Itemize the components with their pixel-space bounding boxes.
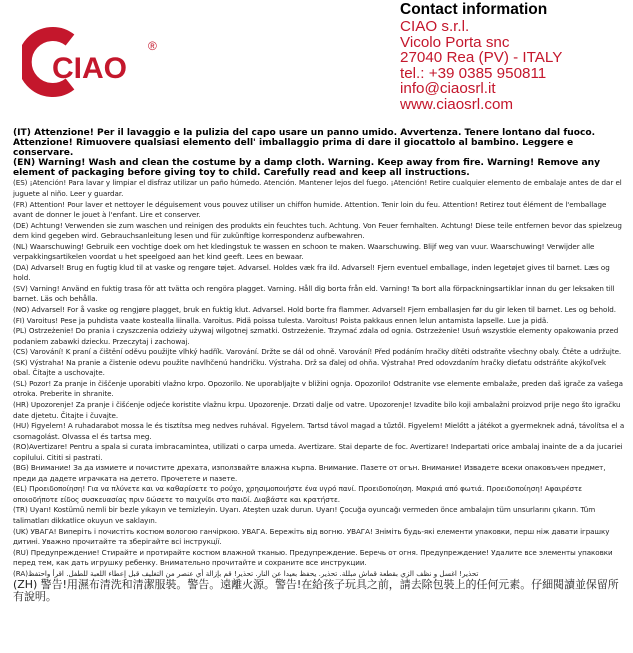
warning-el: (EL) Προειδοποίηση! Για να πλύνετε και να καθαρίσετε το ρούχο, χρησιμοποιήστε ένα υγρό πανί. Προειδοποίηση. Μακριά από φωτιά. Προειδοποίηση! Αφαιρέστε οποιοδήποτε είδος συσκευασίας πριν δώσετε το παιχνίδι στο παιδί. Διαβάστε και κρατήστε. xyxy=(13,484,583,504)
street-address: Vicolo Porta snc xyxy=(400,33,510,51)
warning-sl: (SL) Pozor! Za pranje in čiščenje uporabiti vlažno krpo. Opozorilo. Ne uporabljajte v bližini ognja. Opozorilo! Odstranite vse elemente embalaže, preden daš igrače za vašega otroka. Preberite in shranite. xyxy=(13,378,623,399)
warning-es: (ES) ¡Atención! Para lavar y limpiar el disfraz utilizar un paño húmedo. Atención. Mantener lejos del fuego. ¡Atención! Retire cualquier elemento de embalaje antes de dar el juguete al niño. Leer y guardar. xyxy=(13,178,622,199)
warning-ro: (RO)Avertizare! Pentru a spala si curata imbracamintea, utilizati o carpa umeda. Avertizare. Stai departe de foc. Avertizare! Indepartati orice ambalaj inainte de a da jucariei copilului. Cititi si pastrati. xyxy=(13,442,623,462)
warning-zh: (ZH) 警告!用濕布清洗和清潔服裝。警告。遠離火源。警告!在給孩子玩具之前，請去除包裝上的任何元素。仔細閱讀並保留所有說明。 xyxy=(13,578,619,603)
warning-de: (DE) Achtung! Verwenden sie zum waschen und reinigen des produkts ein feuchtes tuch. Achtung. Von Feuer fernhalten. Achtung! Diese teile entfernen bevor das spielzeug dem kind gegeben wird. Gebrauchsanleitung lesen und für zukünftige korrespondenz aufbewahren. xyxy=(13,220,622,241)
registered-mark: ® xyxy=(148,39,157,53)
website-url[interactable]: www.ciaosrl.com xyxy=(400,95,514,113)
logo-text: CIAO xyxy=(52,52,127,85)
company-name: CIAO s.r.l. xyxy=(400,18,470,35)
warning-ru: (RU) Предупреждение! Стирайте и протирайте костюм влажной тканью. Предупреждение. Беречь от огня. Предупреждение! Удалите все элементы упаковки перед тем, как дать игрушку ребенку. Внимательно прочитайте и сохраните все инструкции. xyxy=(13,547,613,568)
warning-cs: (CS) Varování! K praní a čištění oděvu použijte vlhký hadřík. Varování. Držte se dál od ohně. Varování! Před podáním hračky dítěti odstraňte všechny obaly. Čtěte a udržujte. xyxy=(13,347,622,357)
city-address: 27040 Rea (PV) - ITALY xyxy=(400,49,563,67)
warning-sv: (SV) Varning! Använd en fuktig trasa för att tvätta och rengöra plagget. Varning. Håll dig borta från eld. Varning! Ta bort alla förpackningsartiklar innan du ger leksaken till barnet. Läs och behålla. xyxy=(13,283,615,304)
warnings-text xyxy=(13,128,625,602)
contact-block xyxy=(400,0,630,113)
warning-no: (NO) Advarsel! For å vaske og rengjøre plagget, bruk en fuktig klut. Advarsel. Hold borte fra flammer. Advarsel! Fjern emballasjen før du gir leken til barnet. Les og behold. xyxy=(13,305,616,315)
warning-pl: (PL) Ostrzeżenie! Do prania i czyszczenia odzieży używaj wilgotnej szmatki. Ostrzeżenie. Trzymać zdala od ognia. Ostrzeżenie! Usuń wszystkie elementy opakowania przed podaniem zabawki dziecku. Przeczytaj i zachowaj. xyxy=(13,326,619,346)
email-address[interactable]: info@ciaosrl.it xyxy=(400,80,496,98)
contact-title: Contact information xyxy=(400,1,548,18)
warning-en: (EN) Warning! Wash and clean the costume by a damp cloth. Warning. Keep away from fire. Warning! Remove any element of packaging before giving toy to child. Carefully read and keep all instructions. xyxy=(13,158,601,179)
warning-tr: (TR) Uyarı! Kostümü nemli bir bezle yıkayın ve temizleyin. Uyarı. Ateşten uzak durun. Uyarı! Çocuğa oyuncağı vermeden önce ambalajın tüm unsurlarını çıkarın. Tüm talimatları dikkatlice okuyun ve saklayın. xyxy=(13,505,596,525)
warning-da: (DA) Advarsel! Brug en fugtig klud til at vaske og rengøre tøjet. Advarsel. Holdes væk fra ild. Advarsel! Fjern eventuel emballage, inden legetøjet gives til barnet. Læs og hold. xyxy=(13,262,610,283)
warning-fr: (FR) Attention! Pour laver et nettoyer le déguisement vous pouvez utiliser un chiffon humide. Attention. Tenir loin du feu. Attention! Retirez tout élément de l'emballage avant de donner le jouet à l'enfant. Lire et conserver. xyxy=(13,199,607,220)
warning-nl: (NL) Waarschuwing! Gebruik een vochtige doek om het kledingstuk te wassen en schoon te maken. Waarschuwing. Blijf weg van vuur. Waarschuwing! Verwijder alle verpakkingsartikelen voordat u het speelgoed aan het kind geeft. Lees en bewaar. xyxy=(13,241,595,262)
ciao-logo xyxy=(22,22,172,102)
warning-hr: (HR) Upozorenje! Za pranje i čišćenje odjeće koristite vlažnu krpu. Upozorenje. Drzati dalje od vatre. Upozorenje! Izvadite bilo koji ambalažni proizvod prije nego što igračku date djetetu. Čitajte i čuvajte. xyxy=(13,399,621,420)
warning-fi: (FI) Varoitus! Pese ja puhdista vaate kostealla liinalla. Varoitus. Pidä poissa tulesta. Varoitus! Poista pakkaus ennen lelun antamista lapselle. Lue ja pidä. xyxy=(13,315,549,325)
warning-uk: (UK) УВАГА! Виперіть і почистіть костюм вологою ганчіркою. УВАГА. Бережіть від вогню. УВАГА! Зніміть будь-які елементи упаковки, перш ніж давати іграшку дитині. Уважно прочитайте та зберігайте всі інструкції. xyxy=(13,526,610,547)
header xyxy=(0,0,633,128)
warning-ra: (RA)تحذير! اغسل و نظف الزي بقطعة قماش مبللة. تحذير. يحفظ بعيدا عن النار. تحذير! قم بإزالة أي عنصر من التغليف قبل إعطاء اللعبة للطفل. اقرأ واحتفظ xyxy=(13,568,479,578)
warning-it: (IT) Attenzione! Per il lavaggio e la pulizia del capo usare un panno umido. Avvertenza. Tenere lontano dal fuoco. Attenzione! Rimuovere qualsiasi elemento dell' imballaggio prima di dare il giocattolo al bambino. Leggere e conservare. xyxy=(13,128,596,159)
warning-sk: (SK) Výstraha! Na pranie a čistenie odevu použite navlhčenú handričku. Výstraha. Drž sa ďalej od ohňa. Výstraha! Pred odovzdaním hračky dieťatu odstráňte akýkoľvek obal. Čítajte a uschovajte. xyxy=(13,357,606,378)
phone-number: tel.: +39 0385 950811 xyxy=(400,64,547,82)
warning-bg: (BG) Внимание! За да измиете и почистите дрехата, използвайте влажна кърпа. Внимание. Пазете от огън. Внимание! Извадете всеки опаковъчен предмет, преди да дадете играчката на детето. Прочетете и пазете. xyxy=(13,463,606,483)
warning-hu: (HU) Figyelem! A ruhadarabot mossa le és tisztítsa meg nedves ruhával. Figyelem. Tartsd távol magad a tűztől. Figyelem! Mielőtt a játékot a gyermeknek adná, távolítsa el a csomagolást. Olvassa el és tartsa meg. xyxy=(13,421,625,441)
